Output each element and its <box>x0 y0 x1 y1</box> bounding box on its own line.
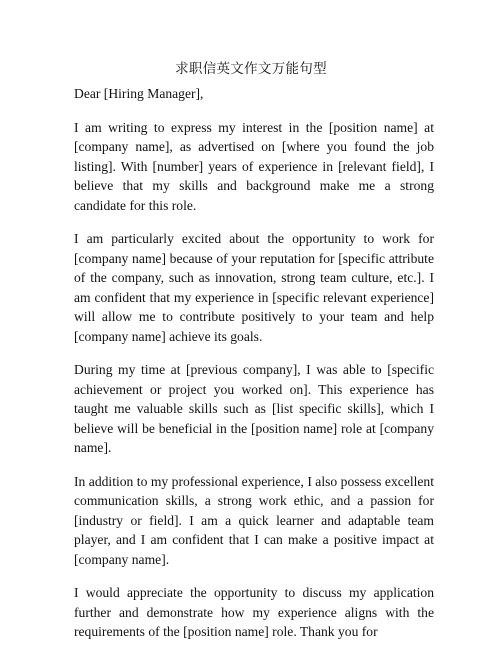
paragraph-motivation: I am particularly excited about the opportunity to work for [company name] because of your reputation for [specific attribute of the company, such as innovation, strong team culture, etc.]. I am confident that my experience in [specific relevant experience] will allow me to contribute positively to your team and help [company name] achieve its goals. <box>74 231 434 344</box>
document-title: 求职信英文作文万能句型 <box>175 61 327 76</box>
paragraph-intro: I am writing to express my interest in the [position name] at [company name], as advertised on [where you found the job listing]. With [number] years of experience in [relevant field], I believe that my skills and background make me a strong candidate for this role. <box>74 119 434 213</box>
paragraph-skills: In addition to my professional experience, I also possess excellent communication skills, a strong work ethic, and a passion for [industry or field]. I am a quick learner and adaptable team player, and I am confident that I can make a positive impact at [company name]. <box>74 473 434 567</box>
salutation: Dear [Hiring Manager], <box>74 86 204 101</box>
paragraph-experience: During my time at [previous company], I was able to [specific achievement or project you worked on]. This experience has taught me valuable skills such as [list specific skills], which I believe will be beneficial in the [position name] role at [company name]. <box>74 362 434 455</box>
paragraph-closing: I would appreciate the opportunity to discuss my application further and demonstrate how my experience aligns with the requirements of the [position name] role. Thank you for <box>74 585 434 639</box>
letter-body <box>74 84 434 656</box>
